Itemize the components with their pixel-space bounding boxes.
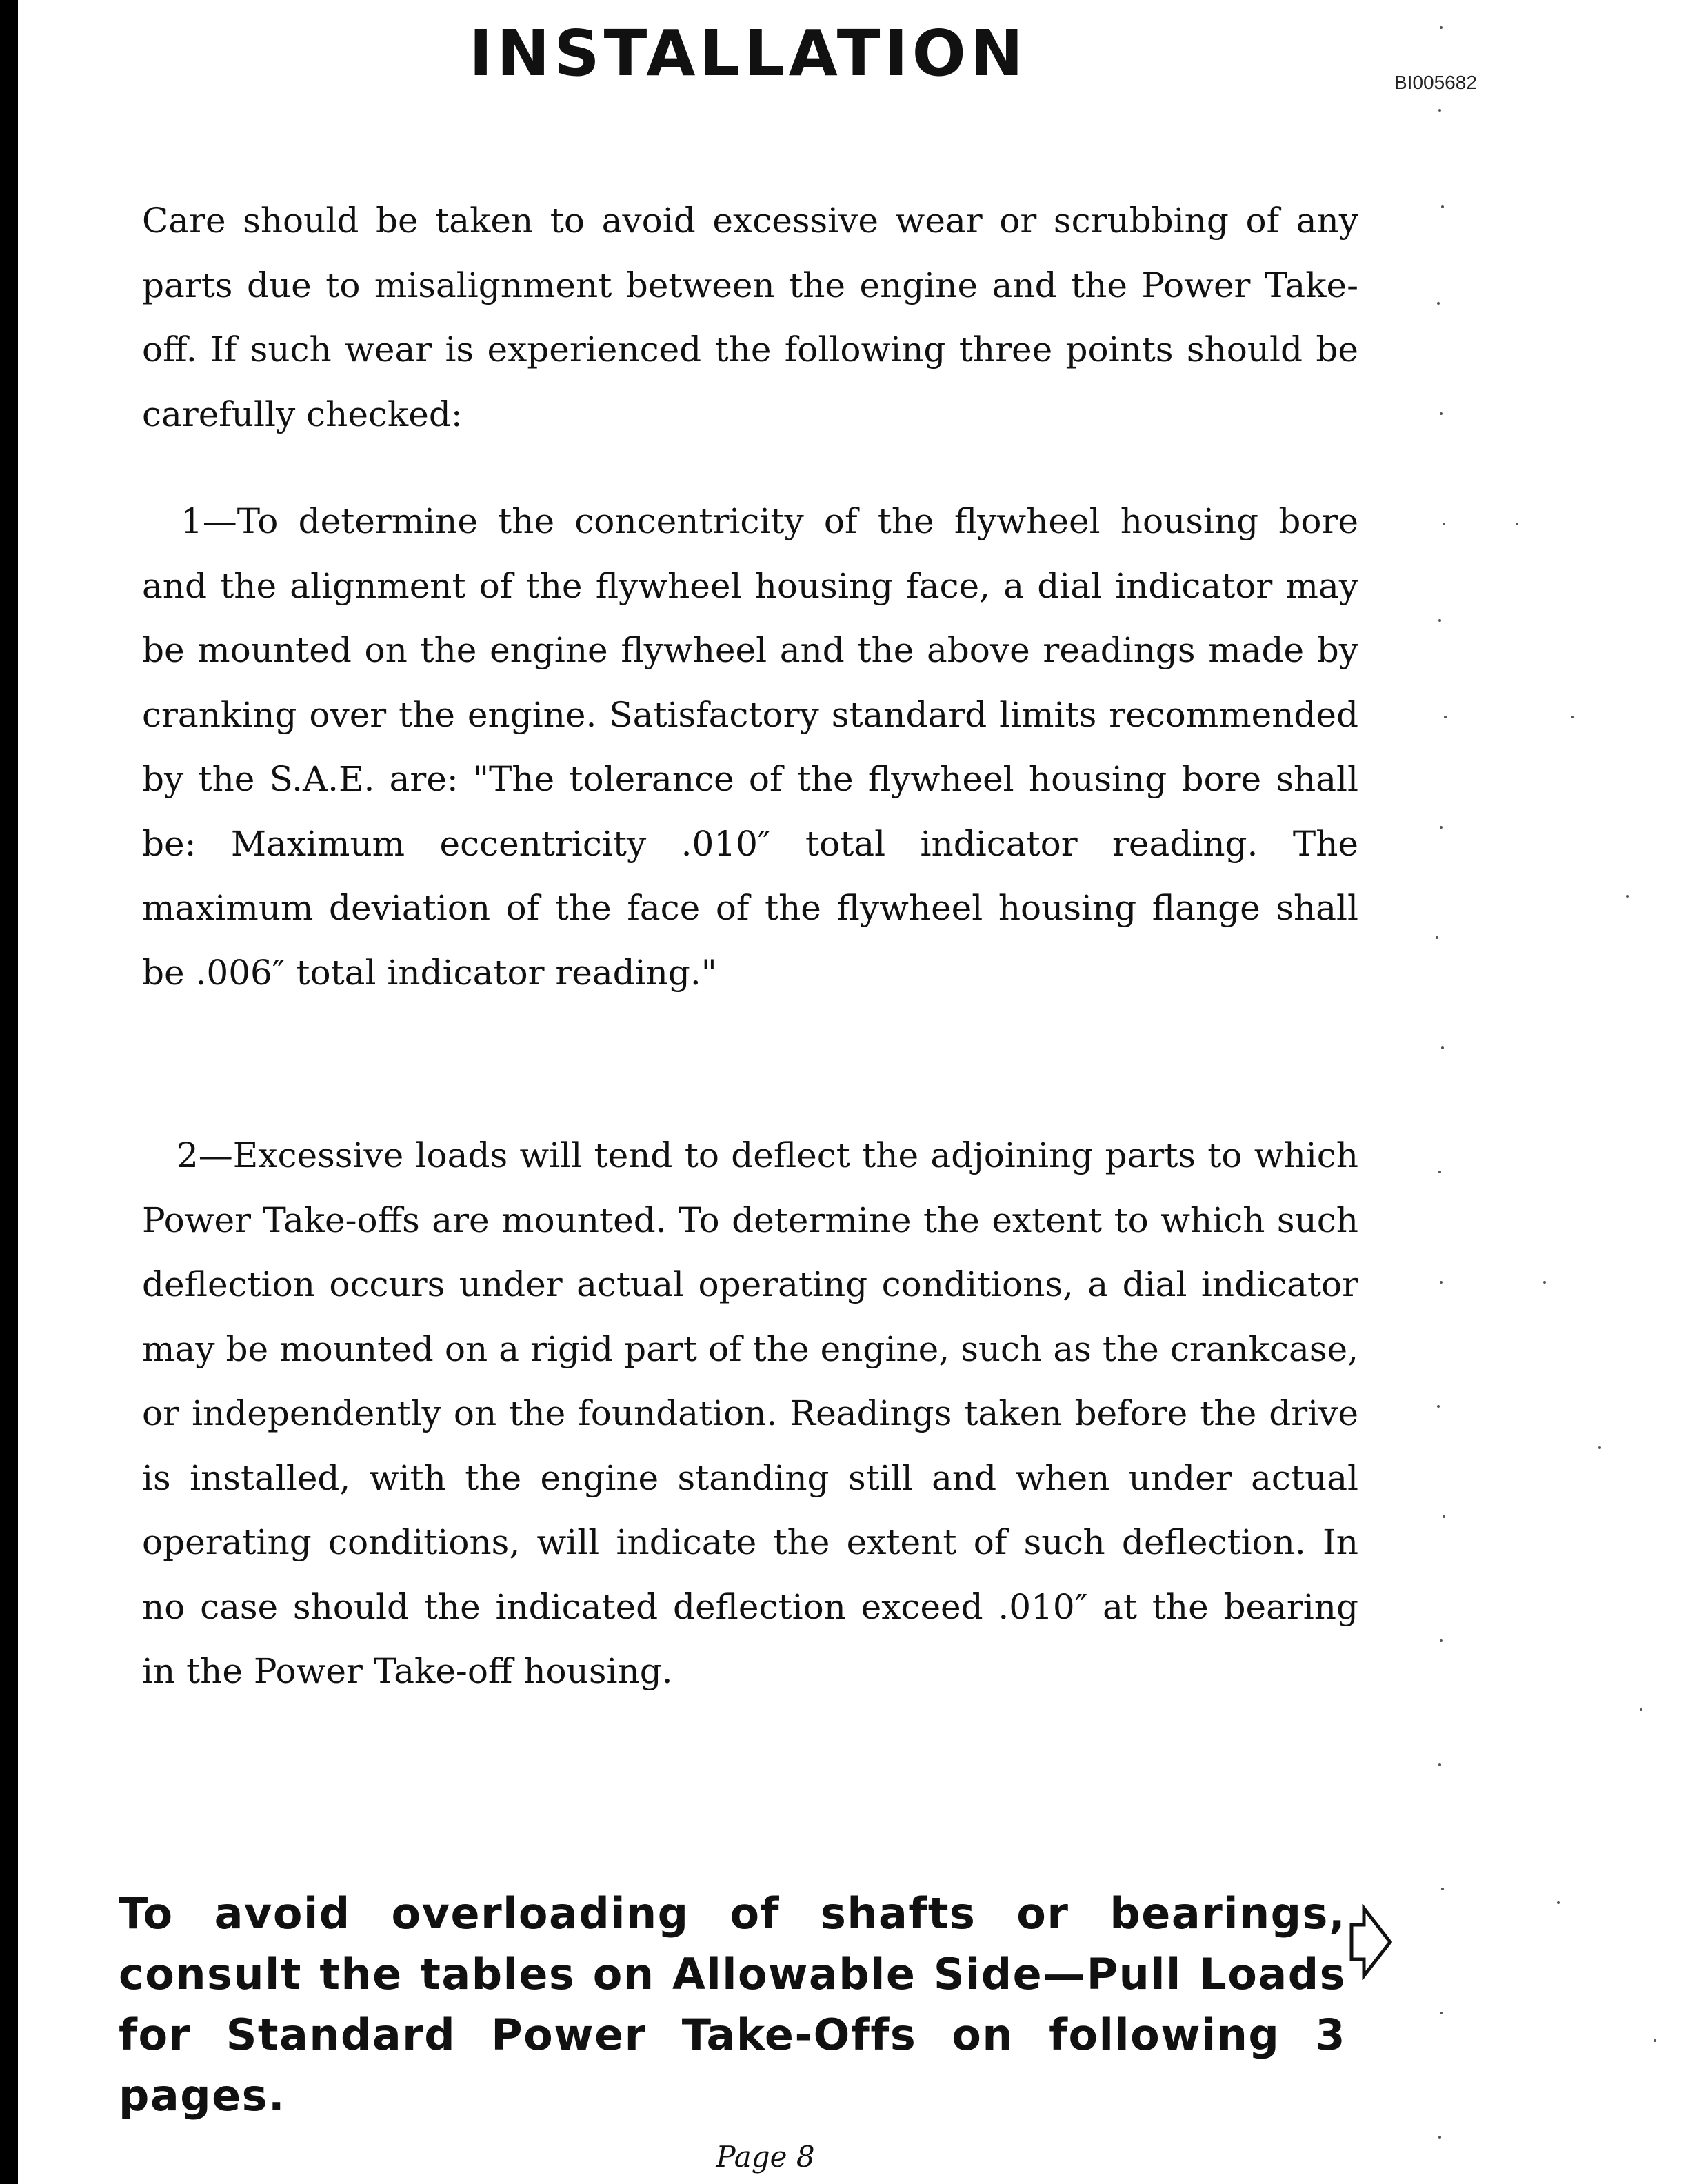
arrow-right-icon [1345, 1904, 1394, 1980]
page-title: INSTALLATION [469, 17, 1027, 90]
overload-notice: To avoid overloading of shafts or bearings, consult the tables on Allowable Side—Pull Loads for Standard Power Take-Offs on following 3 pages. [119, 1888, 1346, 2121]
check-point-2: 2—Excessive loads will tend to deflect the adjoining parts to which Power Take-offs are mounted. To determine the extent to which such deflection occurs under actual operating conditions, a dial indicator may be mounted on a rigid part of the engine, such as the crankcase, or independently on the foundation. Readings taken before the drive is installed, with the engine standing still and when under actual operating conditions, will indicate the extent of such deflection. In no case should the indicated deflection exceed .010″ at the bearing in the Power Take-off housing. [142, 1135, 1358, 1691]
intro-paragraph: Care should be taken to avoid excessive wear or scrubbing of any parts due to misalignment between the engine and the Power Take-off. If such wear is experienced the following three points should be carefully checked: [142, 201, 1358, 434]
document-id: BI005682 [1394, 72, 1477, 93]
scan-left-border [0, 0, 18, 2184]
check-point-1: 1—To determine the concentricity of the flywheel housing bore and the alignment of the flywheel housing face, a dial indicator may be mounted on the engine flywheel and the above readings made by cranking over the engine. Satisfactory standard limits recommended by the S.A.E. are: "The tolerance of the flywheel housing bore shall be: Maximum eccentricity .010″ total indicator reading. The maximum deviation of the face of the flywheel housing flange shall be .006″ total indicator reading." [142, 501, 1358, 993]
page-number: Page 8 [716, 2140, 815, 2174]
scan-noise-specks [1420, 0, 1688, 2184]
